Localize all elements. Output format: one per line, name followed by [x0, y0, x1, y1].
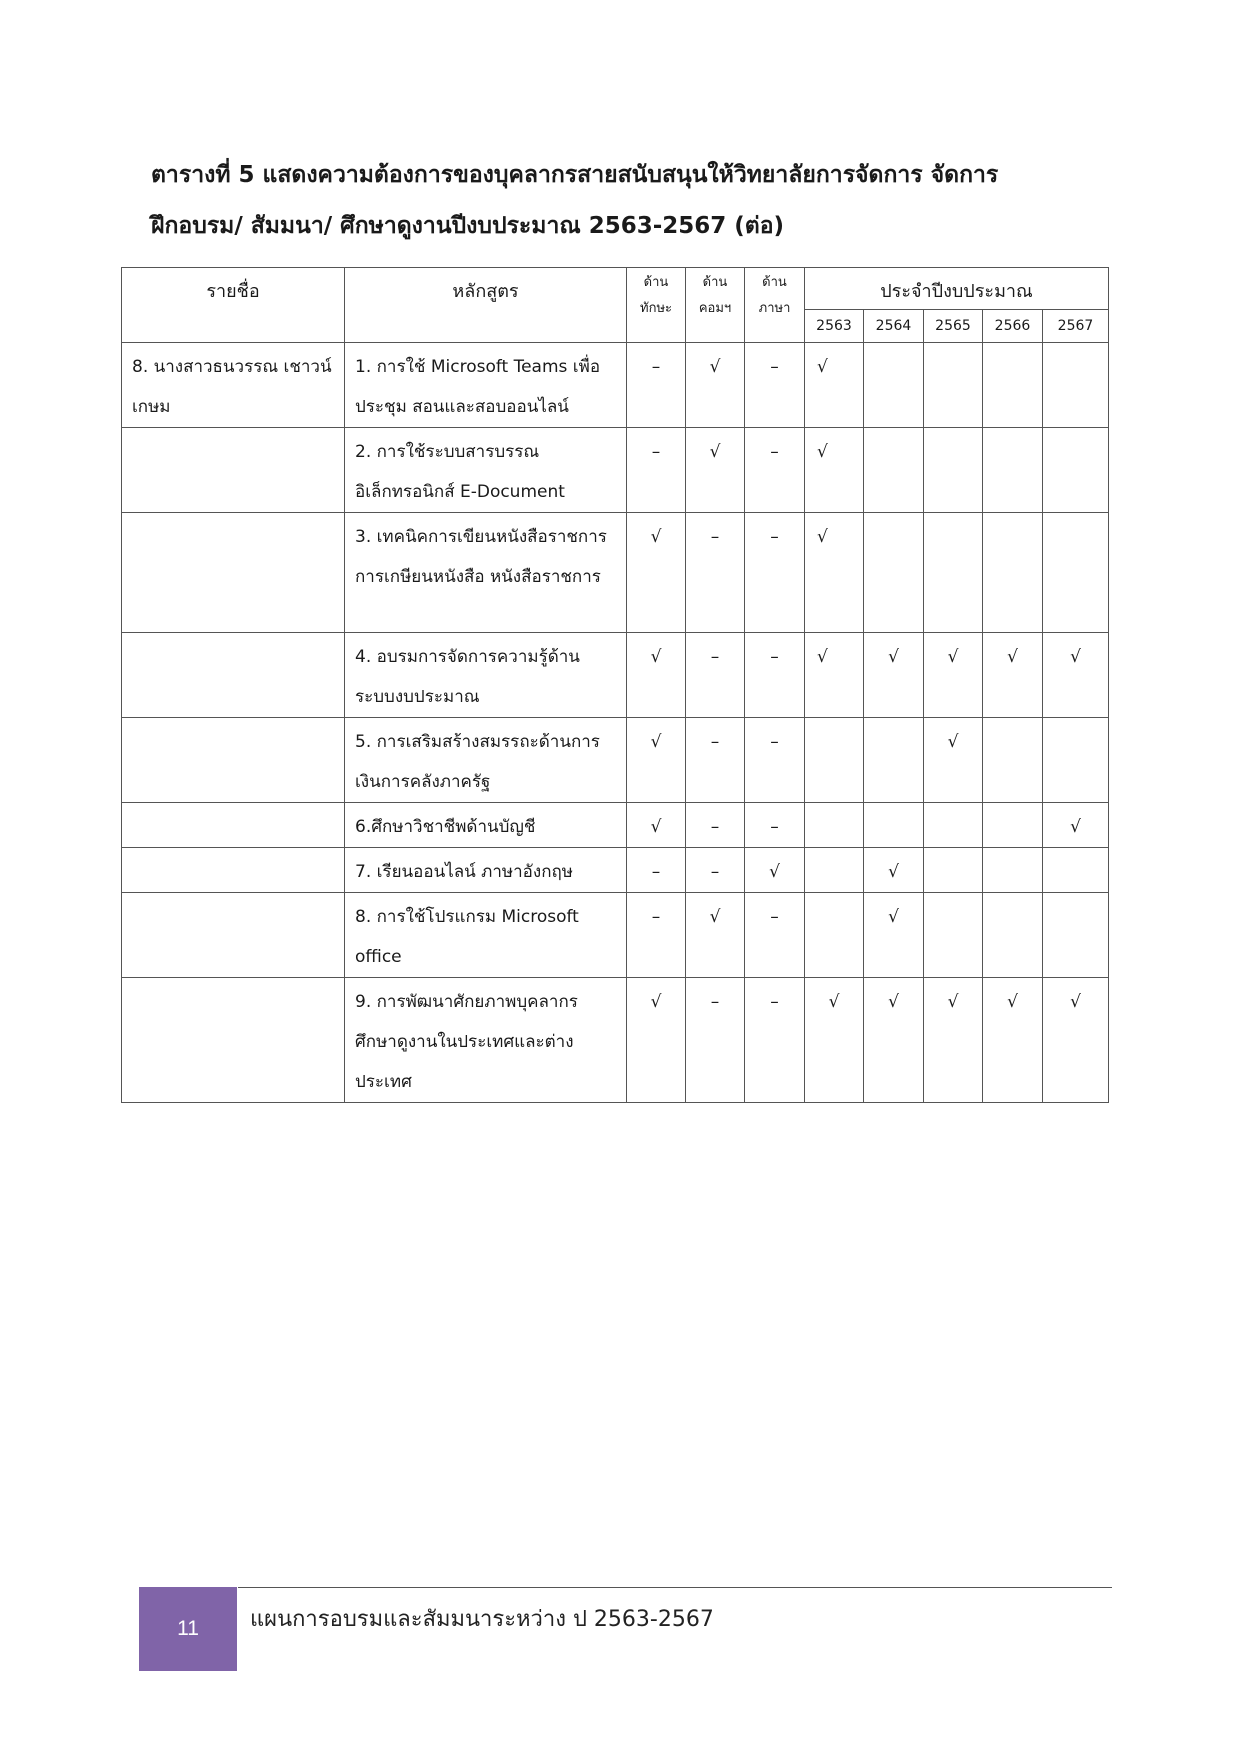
- year-2563-mark: √: [805, 428, 864, 513]
- skill-mark: –: [627, 343, 686, 428]
- person-name: [122, 978, 345, 1103]
- year-2564-mark: [864, 343, 924, 428]
- computer-mark: –: [686, 803, 745, 848]
- year-2563-mark: √: [805, 633, 864, 718]
- language-mark: –: [745, 893, 805, 978]
- title-line-2: ฝึกอบรม/ สัมมนา/ ศึกษาดูงานปีงบประมาณ 2563-2567 (ต่อ): [151, 213, 785, 239]
- year-2563-mark: [805, 718, 864, 803]
- footer-caption: แผนการอบรมและสัมมนาระหว่าง ป 2563-2567: [250, 1607, 714, 1632]
- year-2567-mark: [1043, 848, 1109, 893]
- year-2567-mark: [1043, 343, 1109, 428]
- header-course: หลักสูตร: [345, 268, 627, 343]
- computer-mark: –: [686, 978, 745, 1103]
- year-2565-mark: √: [924, 633, 983, 718]
- course-name: 6.ศึกษาวิชาชีพด้านบัญชี: [345, 803, 627, 848]
- skill-mark: –: [627, 893, 686, 978]
- person-name: [122, 633, 345, 718]
- year-2567-mark: [1043, 428, 1109, 513]
- skill-mark: √: [627, 718, 686, 803]
- year-2565-mark: [924, 343, 983, 428]
- year-2566-mark: √: [983, 978, 1043, 1103]
- header-computer: ด้าน คอมฯ: [686, 268, 745, 343]
- year-2566-mark: [983, 893, 1043, 978]
- year-2564-mark: √: [864, 848, 924, 893]
- year-2565-mark: [924, 428, 983, 513]
- table-row: [122, 343, 1109, 428]
- year-2563-mark: √: [805, 978, 864, 1103]
- year-2565-mark: [924, 803, 983, 848]
- language-mark: –: [745, 513, 805, 633]
- table-row: [122, 893, 1109, 978]
- year-2567-mark: [1043, 513, 1109, 633]
- skill-mark: √: [627, 803, 686, 848]
- year-2563-mark: [805, 848, 864, 893]
- computer-mark: –: [686, 633, 745, 718]
- page-number: 11: [177, 1617, 199, 1640]
- computer-mark: √: [686, 343, 745, 428]
- header-year: 2565: [924, 310, 983, 343]
- year-2563-mark: [805, 803, 864, 848]
- computer-mark: √: [686, 893, 745, 978]
- year-2567-mark: √: [1043, 633, 1109, 718]
- course-name: 4. อบรมการจัดการความรู้ด้านระบบงบประมาณ: [345, 633, 627, 718]
- document-title: [151, 150, 1111, 252]
- skill-mark: –: [627, 428, 686, 513]
- person-name: [122, 428, 345, 513]
- year-2565-mark: [924, 848, 983, 893]
- table-row: [122, 978, 1109, 1103]
- year-2564-mark: [864, 428, 924, 513]
- year-2566-mark: [983, 343, 1043, 428]
- computer-mark: –: [686, 718, 745, 803]
- header-skill: ด้าน ทักษะ: [627, 268, 686, 343]
- year-2567-mark: [1043, 893, 1109, 978]
- year-2567-mark: [1043, 718, 1109, 803]
- language-mark: –: [745, 428, 805, 513]
- header-language: ด้าน ภาษา: [745, 268, 805, 343]
- language-mark: –: [745, 718, 805, 803]
- table-row: [122, 803, 1109, 848]
- person-name: [122, 718, 345, 803]
- person-name: [122, 848, 345, 893]
- year-2565-mark: √: [924, 718, 983, 803]
- year-2566-mark: [983, 428, 1043, 513]
- language-mark: √: [745, 848, 805, 893]
- year-2564-mark: √: [864, 893, 924, 978]
- year-2564-mark: [864, 803, 924, 848]
- header-year: 2566: [983, 310, 1043, 343]
- language-mark: –: [745, 343, 805, 428]
- year-2566-mark: [983, 803, 1043, 848]
- computer-mark: √: [686, 428, 745, 513]
- year-2564-mark: [864, 513, 924, 633]
- language-mark: –: [745, 803, 805, 848]
- person-name: [122, 513, 345, 633]
- language-mark: –: [745, 633, 805, 718]
- year-2563-mark: √: [805, 343, 864, 428]
- table-row: [122, 848, 1109, 893]
- header-name: รายชื่อ: [122, 268, 345, 343]
- year-2564-mark: √: [864, 978, 924, 1103]
- person-name: 8. นางสาวธนวรรณ เชาวน์เกษม: [122, 343, 345, 428]
- table-row: [122, 633, 1109, 718]
- header-year: 2564: [864, 310, 924, 343]
- header-row-1: [122, 268, 1109, 310]
- year-2564-mark: √: [864, 633, 924, 718]
- title-line-1: ตารางที่ 5 แสดงความต้องการของบุคลากรสายสนับสนุนให้วิทยาลัยการจัดการ จัดการ: [151, 162, 999, 188]
- year-2566-mark: [983, 513, 1043, 633]
- year-2565-mark: [924, 513, 983, 633]
- skill-mark: √: [627, 978, 686, 1103]
- language-mark: –: [745, 978, 805, 1103]
- year-2566-mark: [983, 848, 1043, 893]
- skill-mark: √: [627, 513, 686, 633]
- year-2563-mark: √: [805, 513, 864, 633]
- course-name: 9. การพัฒนาศักยภาพบุคลากร ศึกษาดูงานในประเทศและต่างประเทศ: [345, 978, 627, 1103]
- training-needs-table: [121, 267, 1109, 1103]
- person-name: [122, 893, 345, 978]
- year-2563-mark: [805, 893, 864, 978]
- course-name: 8. การใช้โปรแกรม Microsoft office: [345, 893, 627, 978]
- header-fiscal-year: ประจำปีงบประมาณ: [805, 268, 1109, 310]
- page-number-badge: [139, 1587, 237, 1671]
- course-name: 2. การใช้ระบบสารบรรณอิเล็กทรอนิกส์ E-Document: [345, 428, 627, 513]
- computer-mark: –: [686, 513, 745, 633]
- person-name: [122, 803, 345, 848]
- year-2566-mark: [983, 718, 1043, 803]
- header-year: 2563: [805, 310, 864, 343]
- footer-divider: [238, 1587, 1112, 1588]
- year-2567-mark: √: [1043, 978, 1109, 1103]
- header-year: 2567: [1043, 310, 1109, 343]
- course-name: 3. เทคนิคการเขียนหนังสือราชการการเกษียนหนังสือ หนังสือราชการ: [345, 513, 627, 633]
- course-name: 5. การเสริมสร้างสมรรถะด้านการเงินการคลังภาครัฐ: [345, 718, 627, 803]
- year-2565-mark: [924, 893, 983, 978]
- year-2565-mark: √: [924, 978, 983, 1103]
- course-name: 1. การใช้ Microsoft Teams เพื่อประชุม สอนและสอบออนไลน์: [345, 343, 627, 428]
- skill-mark: –: [627, 848, 686, 893]
- table-row: [122, 513, 1109, 633]
- year-2564-mark: [864, 718, 924, 803]
- year-2567-mark: √: [1043, 803, 1109, 848]
- table-row: [122, 428, 1109, 513]
- skill-mark: √: [627, 633, 686, 718]
- course-name: 7. เรียนออนไลน์ ภาษาอังกฤษ: [345, 848, 627, 893]
- table-row: [122, 718, 1109, 803]
- year-2566-mark: √: [983, 633, 1043, 718]
- computer-mark: –: [686, 848, 745, 893]
